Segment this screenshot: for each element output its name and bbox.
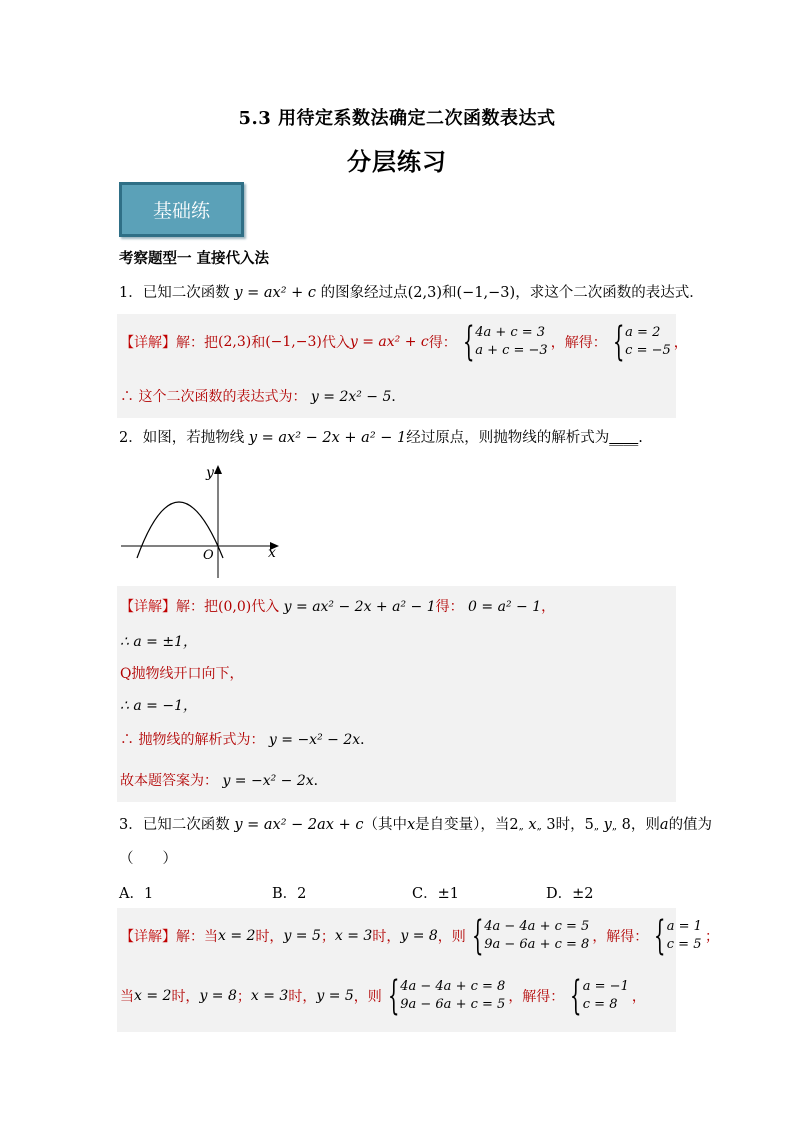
- q1-sol-b: 代入: [321, 335, 350, 351]
- q3-text-a: 3．已知二次函数: [119, 817, 235, 833]
- q3-r1b: x = 2: [218, 928, 256, 944]
- q3-formula: y = ax² − 2ax + c: [234, 817, 364, 833]
- detail-tag: 【详解】: [120, 929, 176, 945]
- q3-sys2-eq2: c = 5: [666, 937, 702, 952]
- q3-vals2: 5: [584, 817, 594, 833]
- q3-r1g: 时，: [372, 929, 401, 945]
- q2-s1b: (0,0): [218, 599, 252, 615]
- q2-s1f: 0 = a² − 1: [463, 599, 542, 615]
- q3-x: x: [406, 817, 416, 833]
- question-1: [119, 283, 704, 303]
- q3-r1c: 时，: [255, 929, 284, 945]
- q3-r2g: 时，: [288, 989, 317, 1005]
- q1-concl-a: ∴ 这个二次函数的表达式为：: [120, 389, 307, 405]
- q3-text-f: ，则: [630, 817, 660, 833]
- q1-text-b: 的图象经过点: [316, 285, 408, 301]
- q3-sol-line-2: [120, 973, 646, 1019]
- q3-r1f: x = 3: [334, 928, 373, 944]
- question-2: [119, 428, 643, 448]
- q3-r1a: 解：当: [176, 929, 218, 945]
- q3-text-d: 3时，: [541, 817, 585, 833]
- y-axis-label: y: [206, 465, 214, 481]
- choice-d[interactable]: D．±2: [546, 886, 594, 902]
- q2-sol-line-4: ∴ a = −1，: [120, 698, 197, 714]
- q2-graph: [119, 462, 289, 582]
- q1-sol-p1: (2,3): [218, 334, 252, 350]
- q3-sol-line-1: [120, 913, 719, 959]
- q1-sys1-eq1: 4a + c = 3: [475, 325, 546, 340]
- q3-system-1: { 4a − 4a + c = 5 9a − 6a + c = 8: [471, 913, 590, 959]
- q1-sol-c: 得：: [428, 335, 457, 351]
- q1-sol-p2: (−1,−3): [265, 334, 322, 350]
- detail-tag: 【详解】: [120, 599, 176, 615]
- section-label: 基础练: [152, 200, 210, 222]
- topic-heading: 考察题型一 直接代入法: [119, 250, 270, 267]
- q3-sys1-eq1: 4a − 4a + c = 5: [484, 919, 590, 934]
- q2-s1e: 得：: [435, 599, 464, 615]
- q3-text-e: 8: [617, 817, 631, 833]
- q2-text-b: 经过原点，则抛物线的解析式为: [406, 430, 610, 446]
- q1-sol-formula: y = ax² + c: [349, 334, 429, 350]
- q2-solution-box: [117, 586, 676, 802]
- choice-a[interactable]: A．1: [119, 886, 154, 902]
- q1-system-1: { 4a + c = 3 a + c = −3: [462, 319, 548, 365]
- q3-vals1: 2: [509, 817, 519, 833]
- q3-text-c: 是自变量），当: [415, 817, 510, 833]
- q3-paren: （ ）: [119, 851, 177, 867]
- q3-r2b: x = 2: [134, 988, 172, 1004]
- q3-sys4-eq1: a = −1: [582, 979, 629, 994]
- q2-sol-line-5: [120, 729, 374, 749]
- q1-concl-b: y = 2x² − 5: [306, 389, 392, 405]
- q3-solution-box: [117, 908, 719, 1032]
- q3-sys1-eq2: 9a − 6a + c = 8: [484, 937, 590, 952]
- q3-r1d: y = 5: [283, 928, 321, 944]
- q1-sol-a: 解：把: [176, 335, 218, 351]
- origin-label: O: [203, 548, 214, 563]
- q3-system-2: { a = 1 c = 5: [654, 913, 702, 959]
- q2-sol-line-6: [120, 770, 328, 790]
- q3-r1h: y = 8: [400, 928, 438, 944]
- q3-r2j: ，解得：: [508, 989, 565, 1005]
- q1-point-1: (2,3): [407, 285, 443, 301]
- q1-sol-d: ，解得：: [550, 335, 607, 351]
- q2-s6c: ．: [313, 773, 328, 789]
- q2-text-c: .: [638, 430, 643, 446]
- x-axis-label: x: [268, 545, 276, 561]
- choice-c[interactable]: C．±1: [412, 886, 459, 902]
- q2-s1a: 解：把: [176, 599, 218, 615]
- q2-s6b: y = −x² − 2x: [218, 773, 314, 789]
- q3-system-4: { a = −1 c = 8: [570, 973, 629, 1019]
- q3-r2d: y = 8: [199, 988, 237, 1004]
- q3-r2h: y = 5: [316, 988, 354, 1004]
- q3-system-3: { 4a − 4a + c = 8 9a − 6a + c = 5: [387, 973, 506, 1019]
- q2-s1c: 代入: [251, 599, 280, 615]
- q3-r1e: ；: [320, 929, 335, 945]
- q2-s5c: ．: [360, 732, 375, 748]
- q1-and: 和: [442, 285, 457, 301]
- q1-sys1-eq2: a + c = −3: [475, 343, 548, 358]
- q1-system-2: { a = 2 c = −5: [612, 319, 671, 365]
- q2-s6a: 故本题答案为：: [120, 773, 218, 789]
- q1-sys2-eq1: a = 2: [625, 325, 661, 340]
- q3-r2e: ；: [236, 989, 251, 1005]
- q2-text-a: 2．如图，若抛物线: [119, 430, 249, 446]
- q3-sys2-eq1: a = 1: [666, 919, 702, 934]
- q3-r2f: x = 3: [250, 988, 289, 1004]
- q1-point-2: (−1,−3): [456, 285, 516, 301]
- q2-formula: y = ax² − 2x + a² − 1: [248, 430, 407, 446]
- q2-sol-line-1: [120, 596, 555, 616]
- q1-solution-box: [117, 314, 688, 418]
- page-title: 5.3 用待定系数法确定二次函数表达式: [238, 108, 556, 129]
- q3-text-b: （其中: [363, 817, 407, 833]
- q1-solution-line-1: [120, 319, 688, 365]
- q3-r2k: ，: [631, 989, 646, 1005]
- q3-sys3-eq1: 4a − 4a + c = 8: [400, 979, 506, 994]
- q3-r1i: ，则: [437, 929, 466, 945]
- q3-y2: y: [599, 817, 612, 833]
- section-banner: [119, 182, 244, 237]
- q1-sys2-eq2: c = −5: [625, 343, 671, 358]
- q3-r2c: 时，: [171, 989, 200, 1005]
- q3-a: a: [659, 817, 669, 833]
- q3-text-g: 的值为: [668, 817, 713, 833]
- q2-blank: ____: [609, 430, 639, 446]
- q2-sol-line-2: ∴ a = ±1，: [120, 634, 197, 650]
- q1-text-a: 1．已知二次函数: [119, 285, 235, 301]
- q1-sol-and: 和: [251, 335, 266, 351]
- q1-text-c: ，求这个二次函数的表达式．: [515, 285, 704, 301]
- question-3: 3．已知二次函数 y = ax² − 2ax + c（其中x是自变量），当2„ x„ 3时，5„ y„ 8，则a的值为: [119, 817, 713, 833]
- q1-concl-c: ．: [391, 389, 406, 405]
- q3-sys3-eq2: 9a − 6a + c = 5: [400, 997, 506, 1012]
- choice-b[interactable]: B．2: [272, 886, 307, 902]
- q3-sys4-eq2: c = 8: [582, 997, 618, 1012]
- q1-formula: y = ax² + c: [234, 285, 317, 301]
- y-axis-arrow: [214, 465, 222, 474]
- q1-conclusion: [120, 386, 405, 406]
- page-subtitle: 分层练习: [347, 147, 447, 176]
- q1-sol-e: ，: [673, 335, 688, 351]
- q3-r1k: ；: [704, 929, 719, 945]
- q2-s5b: y = −x² − 2x: [264, 732, 361, 748]
- q2-s1g: ，: [541, 599, 556, 615]
- q3-x2: x: [523, 817, 537, 833]
- q3-r1j: ，解得：: [592, 929, 649, 945]
- detail-tag: 【详解】: [120, 335, 176, 351]
- q2-s1d: y = ax² − 2x + a² − 1: [279, 599, 436, 615]
- q2-s5a: ∴ 抛物线的解析式为：: [120, 732, 265, 748]
- q3-r2i: ，则: [353, 989, 382, 1005]
- q3-r2a: 当: [120, 989, 134, 1005]
- q2-sol-line-3: Q抛物线开口向下，: [120, 666, 244, 682]
